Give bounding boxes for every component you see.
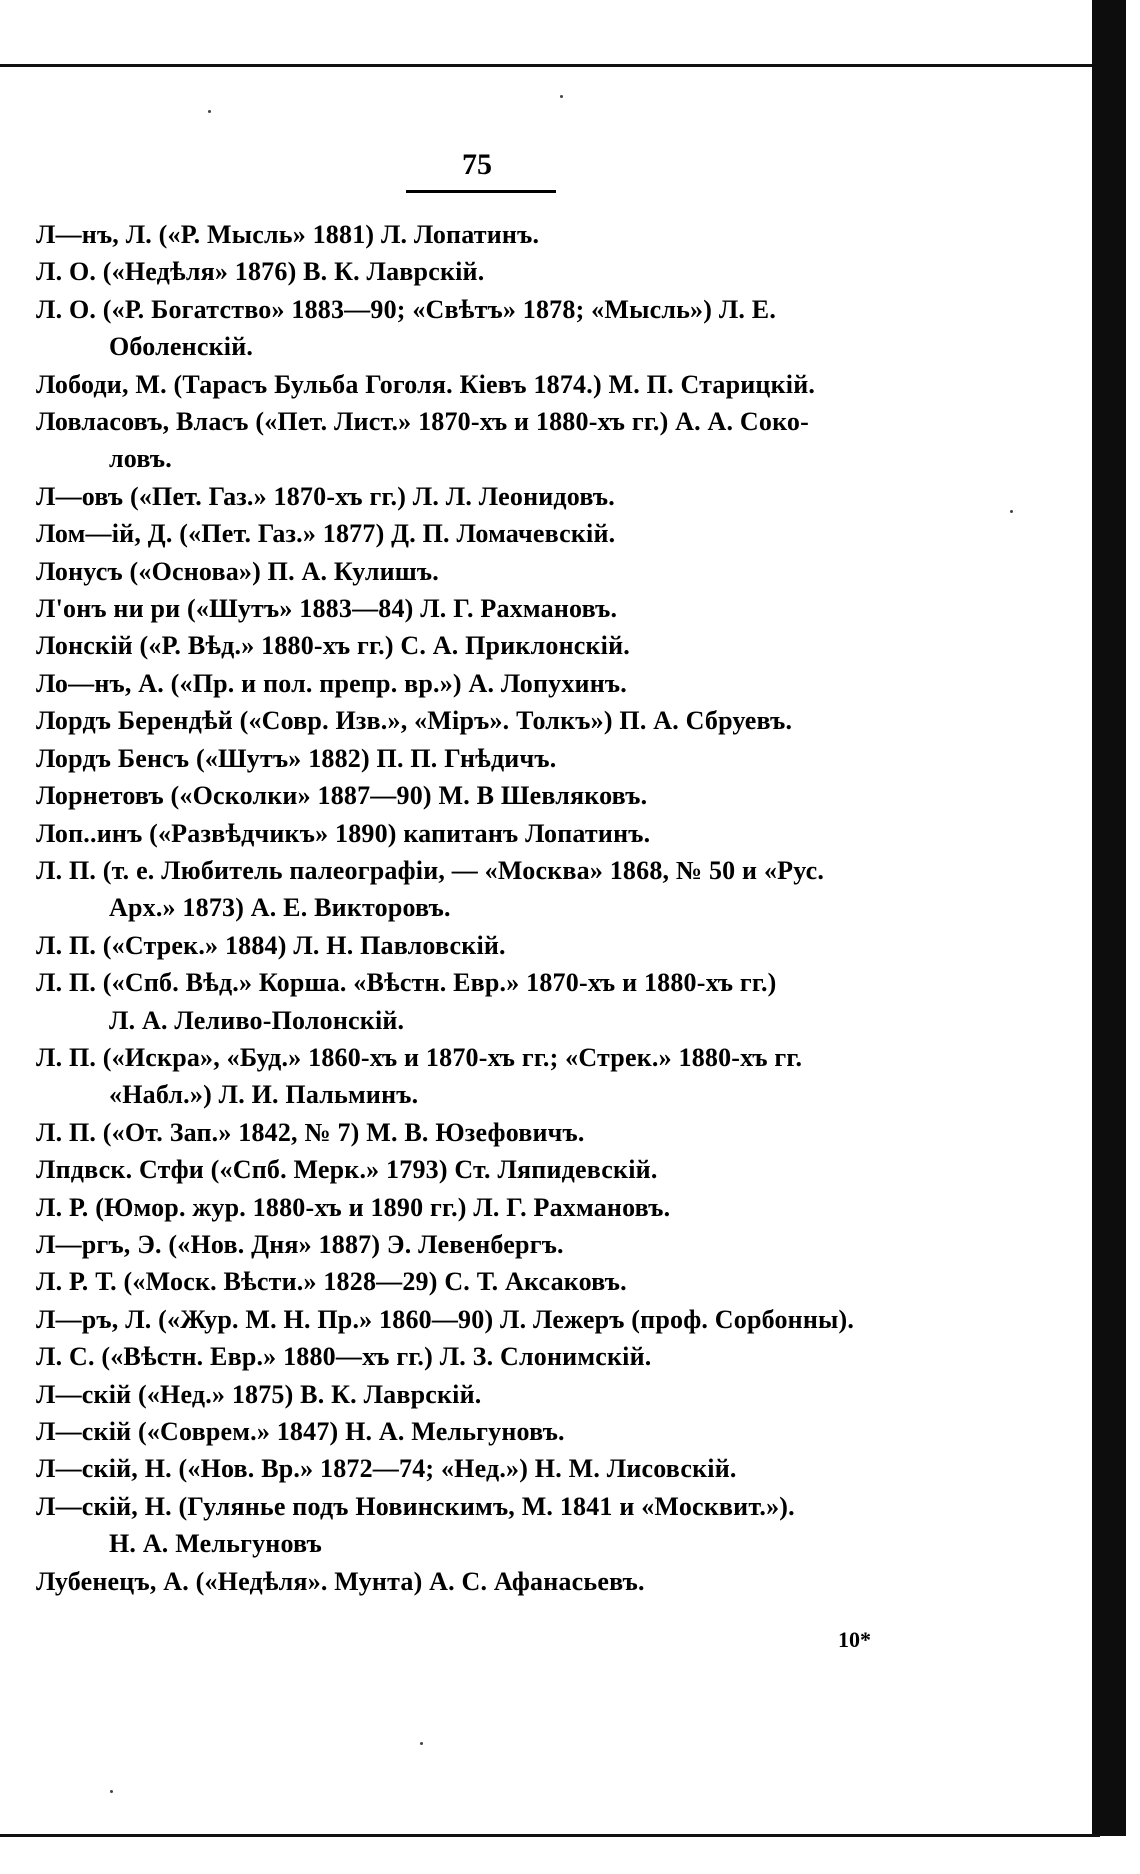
page-number-rule <box>406 190 556 193</box>
entry-text: Л—скій, Н. (Гулянье подъ Новинскимъ, М. 1841 и «Москвит.»). <box>36 1491 795 1521</box>
entry-continuation: Арх.» 1873) А. Е. Викторовъ. <box>109 893 451 923</box>
entry <box>36 927 956 964</box>
right-page-edge <box>1092 0 1126 1836</box>
entry-text: Лордъ Бенсъ («Шутъ» 1882) П. П. Гнѣдичъ. <box>36 743 557 773</box>
entry <box>36 1413 956 1450</box>
entry <box>36 553 956 590</box>
entry-text: Л. С. («Вѣстн. Евр.» 1880—хъ гг.) Л. З. Слонимскій. <box>36 1342 652 1372</box>
entry-text: Л'онъ ни ри («Шутъ» 1883—84) Л. Г. Рахмановъ. <box>36 594 618 624</box>
entry <box>36 1563 956 1600</box>
entry-text: Лоп..инъ («Развѣдчикъ» 1890) капитанъ Лопатинъ. <box>36 818 651 848</box>
entry <box>36 1450 956 1487</box>
scan-speck <box>110 1790 113 1793</box>
entry <box>36 590 956 627</box>
entry-text: Ло—нъ, А. («Пр. и пол. препр. вр.») А. Лопухинъ. <box>36 668 627 698</box>
entry-text: Лорнетовъ («Осколки» 1887—90) М. В Шевляковъ. <box>36 781 648 811</box>
entry <box>36 1189 956 1226</box>
entry <box>36 1039 956 1114</box>
entry <box>36 1263 956 1300</box>
entry <box>36 777 956 814</box>
entry <box>36 964 956 1039</box>
entry-text: Лонскій («Р. Вѣд.» 1880-хъ гг.) С. А. Приклонскій. <box>36 631 630 661</box>
entry-text: Л. Р. (Юмор. жур. 1880-хъ и 1890 гг.) Л. Г. Рахмановъ. <box>36 1192 671 1222</box>
entry-continuation: Л. А. Леливо-Полонскій. <box>109 1005 405 1035</box>
entry <box>36 740 956 777</box>
entry <box>36 515 956 552</box>
scan-speck <box>560 95 563 98</box>
scan-speck <box>1010 510 1013 513</box>
entry-text: Л. П. («От. Зап.» 1842, № 7) М. В. Юзефовичъ. <box>36 1117 585 1147</box>
page-number: 75 <box>462 148 492 181</box>
entry <box>36 702 956 739</box>
bottom-page-rule <box>0 1834 1100 1837</box>
scan-speck <box>420 1742 423 1745</box>
entry-text: Л. Р. Т. («Моск. Вѣсти.» 1828—29) С. Т. Аксаковъ. <box>36 1267 627 1297</box>
entry-text: Л—скій («Соврем.» 1847) Н. А. Мельгуновъ. <box>36 1417 565 1446</box>
entry-text: Л—нъ, Л. («Р. Мысль» 1881) Л. Лопатинъ. <box>36 220 540 249</box>
top-page-rule <box>0 64 1092 67</box>
signature-mark: 10* <box>838 1627 871 1652</box>
entry <box>36 1338 956 1375</box>
entry <box>36 852 956 927</box>
entry-text: Л—ргъ, Э. («Нов. Дня» 1887) Э. Левенбергъ. <box>36 1229 564 1259</box>
entry-text: Л. П. (т. е. Любитель палеографіи, — «Москва» 1868, № 50 и «Рус. <box>36 855 825 885</box>
entry <box>36 1376 956 1413</box>
entry <box>36 1151 956 1188</box>
entry-text: Лонусъ («Основа») П. А. Кулишъ. <box>36 556 439 586</box>
entry <box>36 1301 956 1338</box>
entry <box>36 1488 956 1563</box>
entry-continuation: Н. А. Мельгуновъ <box>109 1529 322 1559</box>
entry-list <box>36 216 956 1600</box>
scan-speck <box>208 110 211 113</box>
entry-text: Л. О. («Р. Богатство» 1883—90; «Свѣтъ» 1878; «Мысль») Л. Е. <box>36 294 777 324</box>
entry <box>36 478 956 515</box>
entry-text: Л. П. («Спб. Вѣд.» Корша. «Вѣстн. Евр.» 1870-хъ и 1880-хъ гг.) <box>36 968 777 998</box>
entry-text: Лпдвск. Стфи («Спб. Мерк.» 1793) Ст. Ляпидевскій. <box>36 1155 658 1185</box>
entry-continuation: «Набл.») Л. И. Пальминъ. <box>109 1080 419 1110</box>
entry <box>36 216 956 253</box>
entry <box>36 815 956 852</box>
entry <box>36 1226 956 1263</box>
entry <box>36 1114 956 1151</box>
entry <box>36 627 956 664</box>
entry <box>36 403 956 478</box>
entry-text: Лободи, М. (Тарасъ Бульба Гоголя. Кіевъ 1874.) М. П. Старицкій. <box>36 369 816 399</box>
entry-text: Лом—ій, Д. («Пет. Газ.» 1877) Д. П. Ломачевскій. <box>36 519 616 549</box>
entry <box>36 291 956 366</box>
entry <box>36 253 956 290</box>
entry <box>36 665 956 702</box>
entry-text: Лубенецъ, А. («Недѣля». Мунта) А. С. Афанасьевъ. <box>36 1566 645 1596</box>
entry-text: Л. П. («Искра», «Буд.» 1860-хъ и 1870-хъ гг.; «Стрек.» 1880-хъ гг. <box>36 1042 803 1072</box>
entry-text: Л—скій («Нед.» 1875) В. К. Лаврскій. <box>36 1379 482 1409</box>
entry-continuation: Оболенскій. <box>109 332 254 362</box>
entry-text: Л. О. («Недѣля» 1876) В. К. Лаврскій. <box>36 257 485 287</box>
entry-text: Л—овъ («Пет. Газ.» 1870-хъ гг.) Л. Л. Леонидовъ. <box>36 481 615 511</box>
entry-text: Л—ръ, Л. («Жур. М. Н. Пр.» 1860—90) Л. Лежеръ (проф. Сорбонны). <box>36 1304 855 1334</box>
entry <box>36 366 956 403</box>
entry-continuation: ловъ. <box>109 444 172 474</box>
entry-text: Л. П. («Стрек.» 1884) Л. Н. Павловскій. <box>36 930 506 960</box>
entry-text: Ловласовъ, Власъ («Пет. Лист.» 1870-хъ и 1880-хъ гг.) А. А. Соко- <box>36 407 809 437</box>
entry-text: Л—скій, Н. («Нов. Вр.» 1872—74; «Нед.») Н. М. Лисовскій. <box>36 1454 737 1484</box>
entry-text: Лордъ Берендѣй («Совр. Изв.», «Міръ». Толкъ») П. А. Сбруевъ. <box>36 706 793 736</box>
